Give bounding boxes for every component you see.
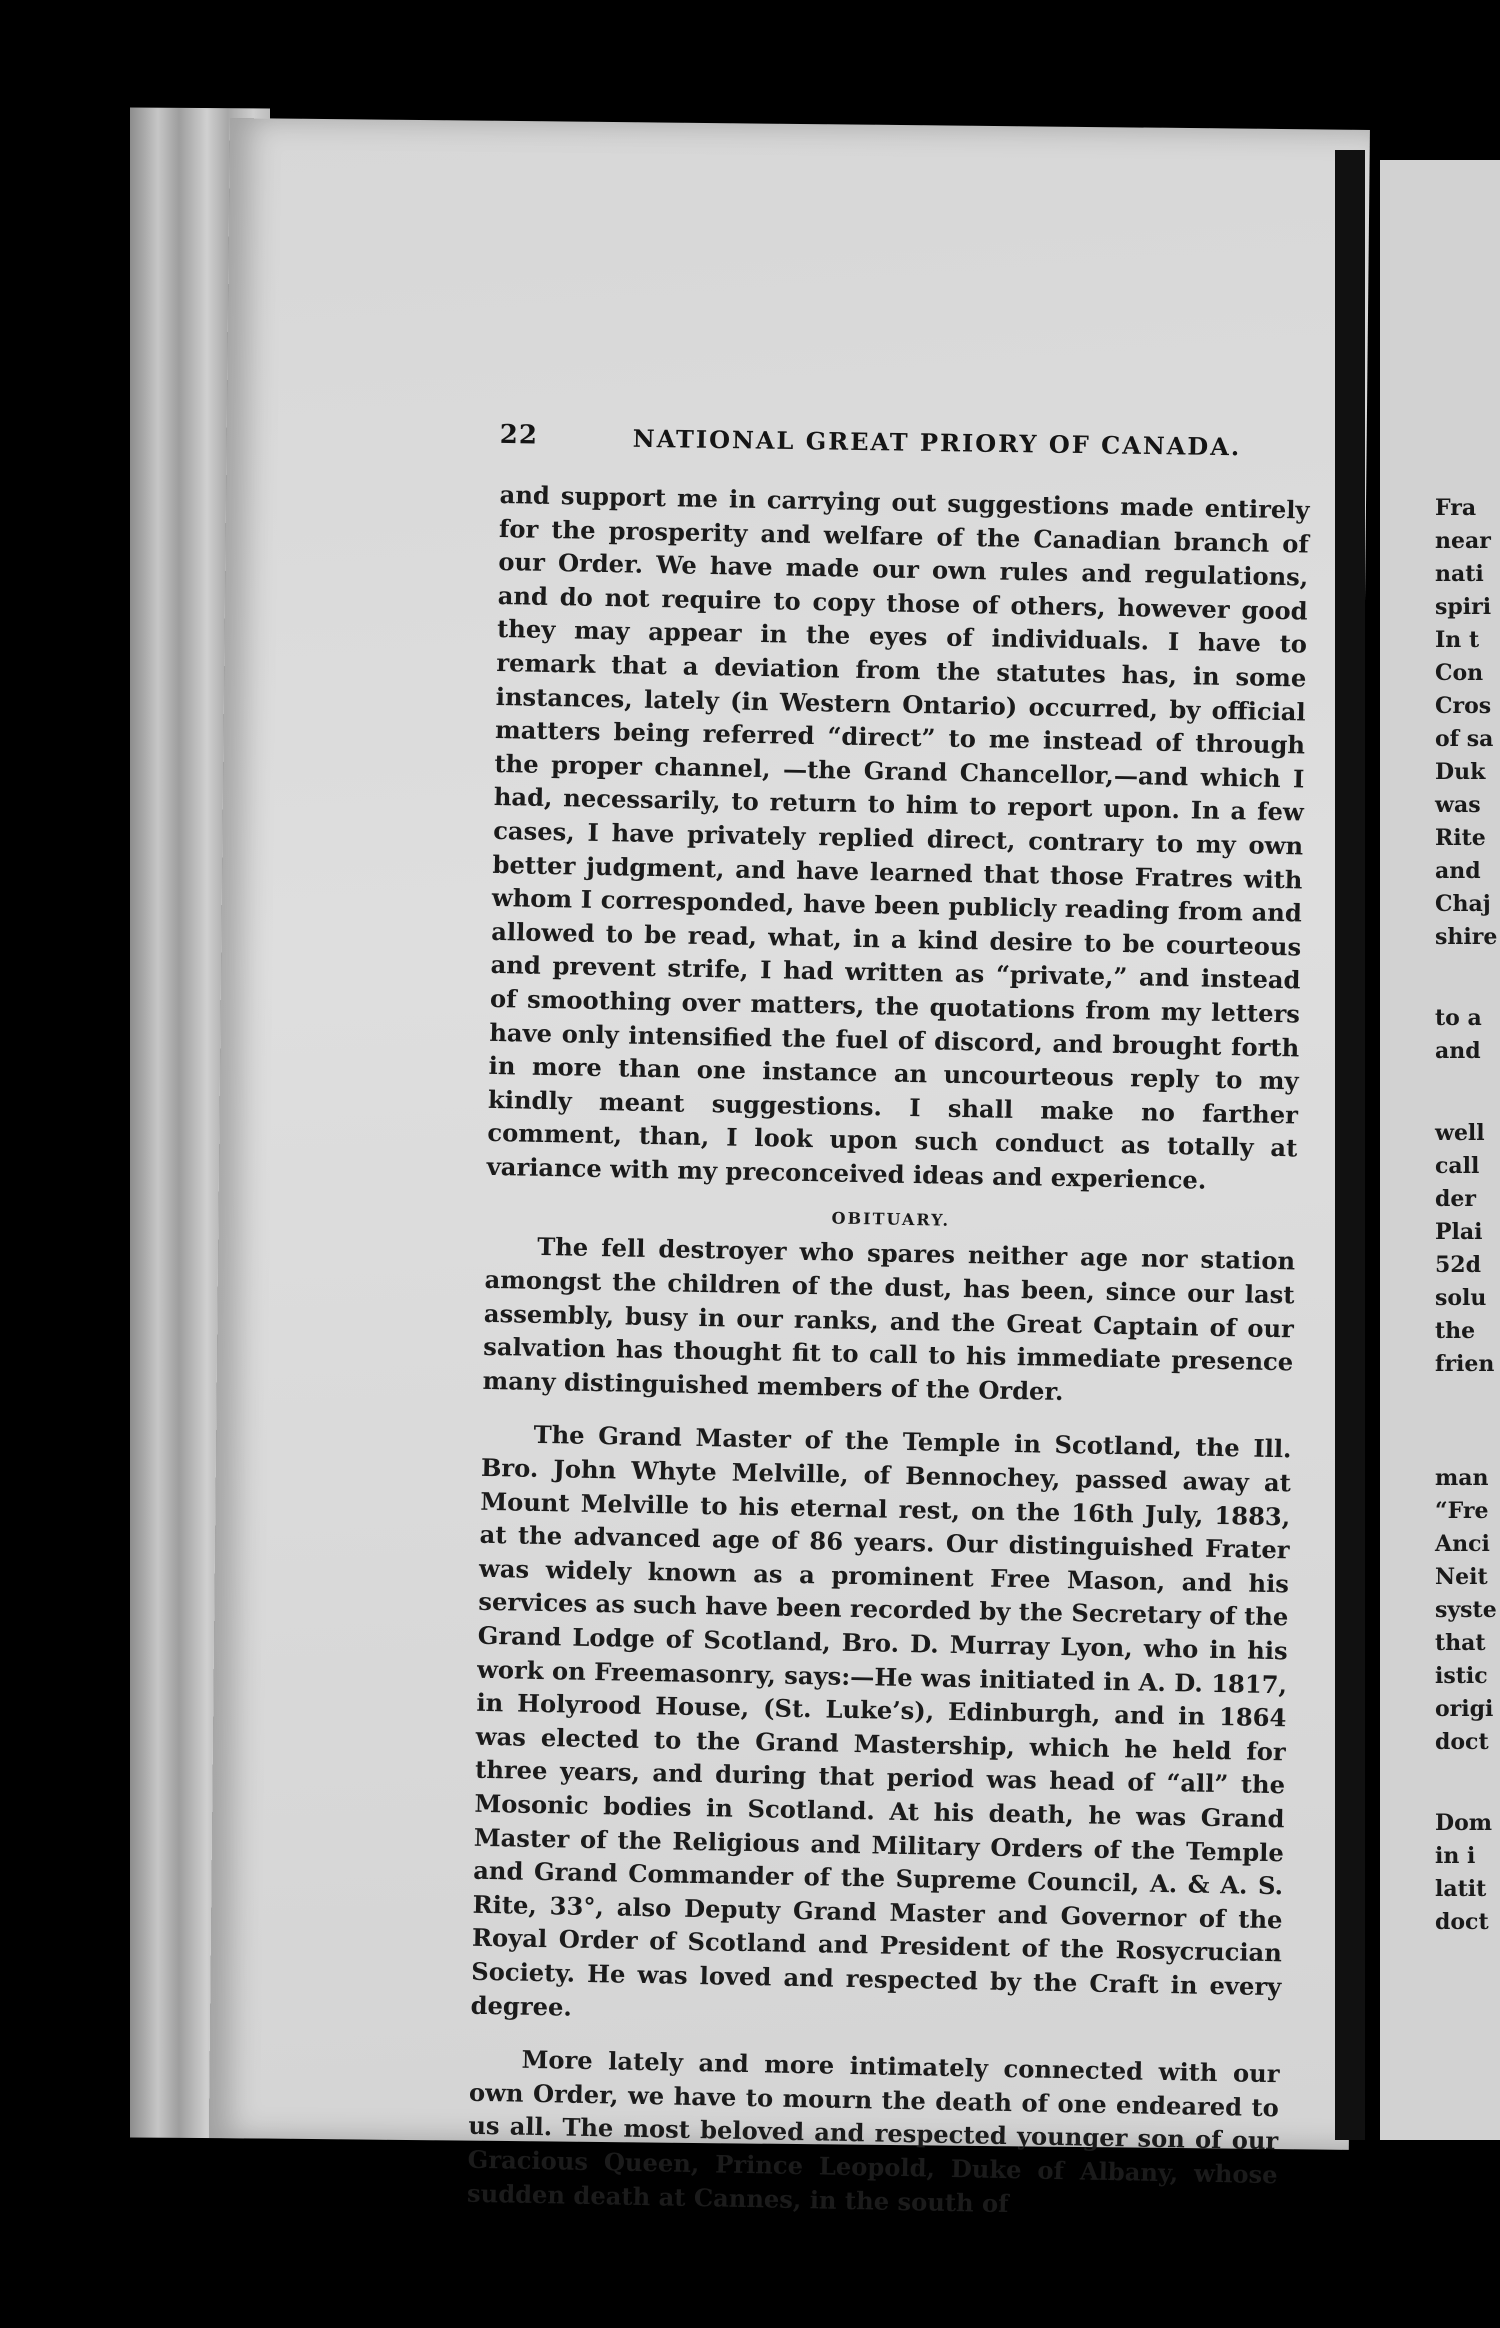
body-paragraph: More lately and more intimately connected with our own Order, we have to mourn the death of one endeared to us all. The most beloved and respected younger son of our Gracious Queen, Prince Leopold, Duke of Albany, whose sudden death at Cannes, in the south of [466,2044,1280,2218]
facing-line: well [1435,1120,1485,1146]
facing-line: and [1435,1038,1481,1064]
facing-line: Dom [1435,1810,1493,1836]
facing-line: Chaj [1435,891,1491,917]
facing-line: frien [1435,1351,1495,1377]
page-body [467,478,1310,2225]
facing-line: in i [1435,1843,1476,1869]
facing-line: der [1435,1186,1476,1212]
facing-line: near [1435,528,1491,554]
facing-line: call [1435,1153,1480,1179]
facing-line: the [1435,1318,1476,1344]
body-paragraph: The Grand Master of the Temple in Scotland, the Ill. Bro. John Whyte Melville, of Bennochey, passed away at Mount Melville to his eternal rest, on the 16th July, 1883, at the advanced age of 86 years. Our distinguished Frater was widely known as a prominent Free Mason, and his services as such have been recorded by the Secretary of the Grand Lodge of Scotland, Bro. D. Murray Lyon, who in his work on Freemasonry, says:—He was initiated in A. D. 1817, in Holyrood House, (St. Luke’s), Edinburgh, and in 1864 was elected to the Grand Mastership, which he held for three years, and during that period was head of “all” the Mosonic bodies in Scotland. At his death, he was Grand Master of the Religious and Military Orders of the Temple and Grand Commander of the Supreme Council, A. & A. S. Rite, 33°, also Deputy Grand Master and Governor of the Royal Order of Scotland and President of the Rosycrucian Society. He was loved and respected by the Craft in every degree. [470,1420,1292,2022]
facing-line: spiri [1435,594,1492,620]
facing-line: of sa [1435,726,1494,752]
facing-line: Con [1435,660,1484,686]
page-number: 22 [499,419,539,451]
section-heading: OBITUARY. [831,1208,951,1231]
facing-line: 52d [1435,1252,1481,1278]
facing-line: Cros [1435,693,1492,719]
facing-line: In t [1435,627,1480,653]
facing-line: Plai [1435,1219,1483,1245]
facing-page [1380,160,1500,2140]
facing-line: doct [1435,1729,1489,1755]
facing-line: shire [1435,924,1498,950]
facing-line: istic [1435,1663,1488,1689]
facing-line: “Fre [1435,1498,1489,1524]
running-title: NATIONAL GREAT PRIORY OF CANADA. [632,423,1242,462]
book-gutter [1335,150,1365,2140]
facing-line: was [1435,792,1481,818]
facing-line: Neit [1435,1564,1488,1590]
facing-line: nati [1435,561,1484,587]
facing-line: that [1435,1630,1486,1656]
body-paragraph: and support me in carrying out suggestions made entirely for the prosperity and welfare of the Canadian branch of our Order. We have made our own rules and regulations, and do not require to copy those of others, however good they may appear in the eyes of individuals. I have to remark that a deviation from the statutes has, in some instances, lately (in Western Ontario) occurred, by official matters being referred “direct” to me instead of through the proper channel, —the Grand Chancellor,—and which I had, necessarily, to return to him to report upon. In a few cases, I have privately replied direct, contrary to my own better judgment, and have learned that those Fratres with whom I corresponded, have been publicly reading from and allowed to be read, what, in a kind desire to be courteous and prevent strife, I had written as “private,” and instead of smoothing over matters, the quotations from my letters have only intensified the fuel of discord, and brought forth in more than one instance an uncourteous reply to my kindly meant suggestions. I shall make no farther comment, than, I look upon such conduct as totally at variance with my preconceived ideas and experience. [486,479,1310,1195]
body-paragraph: The fell destroyer who spares neither age nor station amongst the children of the dust, has been, since our last assembly, busy in our ranks, and the Great Captain of our salvation has thought fit to call to his immediate presence many distinguished members of the Order. [482,1232,1296,1406]
facing-line: Fra [1435,495,1477,521]
facing-line: Rite [1435,825,1486,851]
facing-line: and [1435,858,1481,884]
facing-line: to a [1435,1005,1482,1031]
facing-line: origi [1435,1696,1494,1722]
facing-line: doct [1435,1909,1489,1935]
facing-line: Anci [1435,1531,1490,1557]
facing-line: man [1435,1465,1489,1491]
facing-line: latit [1435,1876,1487,1902]
facing-line: solu [1435,1285,1487,1311]
facing-line: Duk [1435,759,1486,785]
facing-line: syste [1435,1597,1497,1623]
